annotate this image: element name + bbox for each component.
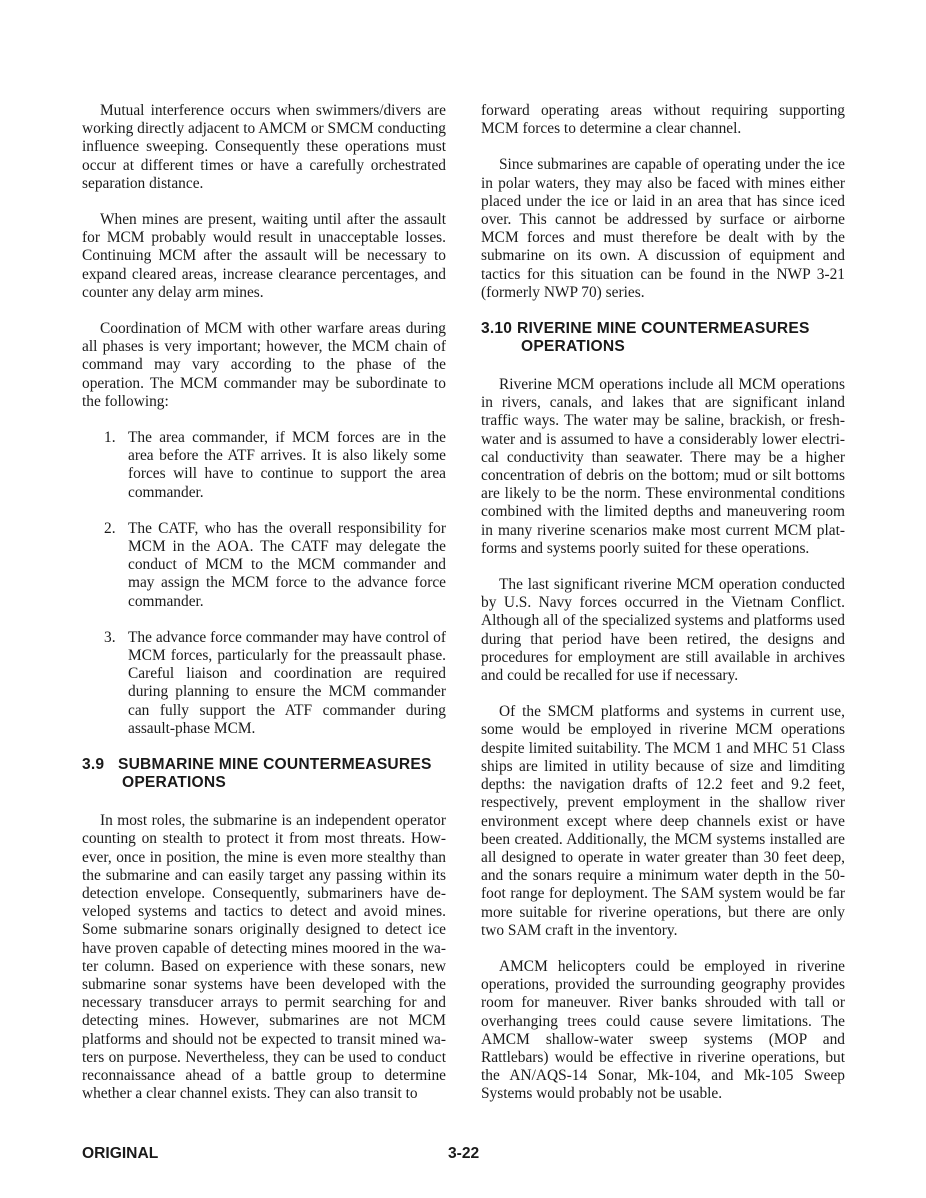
- list-item-number: 2.: [104, 519, 116, 537]
- section-title: RIVERINE MINE COUNTERMEASURES OPERATIONS: [517, 320, 810, 356]
- list-item-number: 1.: [104, 429, 116, 447]
- list-item-text: The area commander, if MCM forces are in the area before the ATF arrives. It is also likely some forces will have to continue to support the area commander.: [128, 429, 446, 501]
- paragraph-polar-ice: Since submarines are capable of operating under the ice in polar waters, they may also be faced with mines either placed under the ice or laid in an area that has since iced over. This cannot be addressed by surface or airborne MCM forces and must therefore be dealt with by the submarine on its own. A discussion of equipment and tactics for this situation can be found in the NWP 3-21 (formerly NWP 70) series.: [481, 156, 845, 301]
- chain-of-command-list: [82, 429, 446, 738]
- footer-original-label: ORIGINAL: [82, 1145, 159, 1162]
- page-number: 3-22: [448, 1145, 480, 1162]
- list-item-text: The advance force commander may have control of MCM forces, particularly for the preassault phase. Careful liaison and coordination are required during planning to ensure the MCM commander can fully support the ATF commander during assault-phase MCM.: [128, 628, 446, 737]
- section-number: 3.10: [481, 320, 513, 338]
- paragraph-mines-present: When mines are present, waiting until after the assault for MCM probably would result in unacceptable losses. Continuing MCM after the assault will be necessary to expand cleared areas, increase clearance percentages, and counter any delay arm mines.: [82, 211, 446, 301]
- paragraph-submarine-roles: In most roles, the submarine is an independent operator counting on stealth to protect it from most threats. However, once in position, the mine is even more stealthy than the submarine and can easily target any passing within its detection envelope. Consequently, submariners have developed systems and tactics to detect and avoid mines. Some submarine sonars originally designed to detect ice have proven capable of detecting mines moored in the water column. Based on experience with these sonars, new submarine sonar systems have been developed with the necessary transducer arrays to permit searching for and detecting mines. However, submarines are not MCM platforms and should not be expected to transit mined waters on purpose. Nevertheless, they can be used to conduct reconnaissance ahead of a battle group to determine whether a clear channel exists. They can also transit to: [82, 812, 446, 1103]
- paragraph-smcm-platforms: Of the SMCM platforms and systems in current use, some would be employed in riverine MCM operations despite limited suitability. The MCM 1 and MHC 51 Class ships are limited in utility because of size and limditing depths: the navigation drafts of 12.2 feet and 9.2 feet, respectively, prevent employment in the shallow river environment except where deep channels exist or have been created. Additionally, the MCM systems installed are all designed to operate in water greater than 30 feet deep, and the sonars require a minimum water depth in the 50-foot range for deployment. The SAM system would be far more suitable for riverine operations, but there are only two SAM craft in the inventory.: [481, 703, 845, 939]
- list-item: [82, 629, 446, 738]
- list-item-number: 3.: [104, 628, 116, 646]
- paragraph-coordination: Coordination of MCM with other warfare areas during all phases is very important; however, the MCM chain of command may vary according to the phase of the operation. The MCM commander may be subordinate to the following:: [82, 320, 446, 410]
- section-title: SUBMARINE MINE COUNTERMEASURES OPERATIONS: [118, 756, 432, 792]
- paragraph-mutual-interference: Mutual interference occurs when swimmers/divers are working directly adjacent to AMCM or SMCM conducting influence sweeping. Consequently these operations must occur at different times or have a carefully orchestrated separation distance.: [82, 102, 446, 192]
- paragraph-vietnam-conflict: The last significant riverine MCM operation conducted by U.S. Navy forces occurred in the Vietnam Conflict. Although all of the specialized systems and platforms used during that period have been retired, the designs and procedures for employment are still available in archives and could be recalled for use if necessary.: [481, 576, 845, 685]
- list-item: [82, 429, 446, 502]
- right-column: [481, 102, 845, 1122]
- paragraph-amcm-helicopters: AMCM helicopters could be employed in riverine operations, provided the surrounding geography provides room for maneuver. River banks shrouded with tall or overhanging trees could cause severe limitations. The AMCM shallow-water sweep systems (MOP and Rattlebars) would be effective in riverine operations, but the AN/AQS-14 Sonar, Mk-104, and Mk-105 Sweep Systems would probably not be usable.: [481, 957, 845, 1103]
- paragraph-riverine-operations: Riverine MCM operations include all MCM operations in rivers, canals, and lakes that are significant inland traffic ways. The water may be saline, brackish, or freshwater and is assumed to have a considerably lower electrical conductivity than seawater. There may be a higher concentration of debris on the bottom; mud or silt bottoms are likely to be the norm. These environmental conditions combined with the limited depths and maneuvering room in many riverine scenarios make most current MCM platforms and systems poorly suited for these operations.: [481, 376, 845, 557]
- paragraph-forward-areas: forward operating areas without requiring supporting MCM forces to determine a clear channel.: [481, 102, 845, 138]
- left-column: [82, 102, 446, 1121]
- list-item: [82, 520, 446, 611]
- list-item-text: The CATF, who has the overall responsibility for MCM in the AOA. The CATF may delegate the conduct of MCM to the MCM commander and may assign the MCM force to the advance force commander.: [128, 519, 446, 610]
- section-heading-3-10: [481, 320, 845, 356]
- section-number: 3.9: [82, 756, 105, 774]
- section-heading-3-9: [82, 756, 446, 792]
